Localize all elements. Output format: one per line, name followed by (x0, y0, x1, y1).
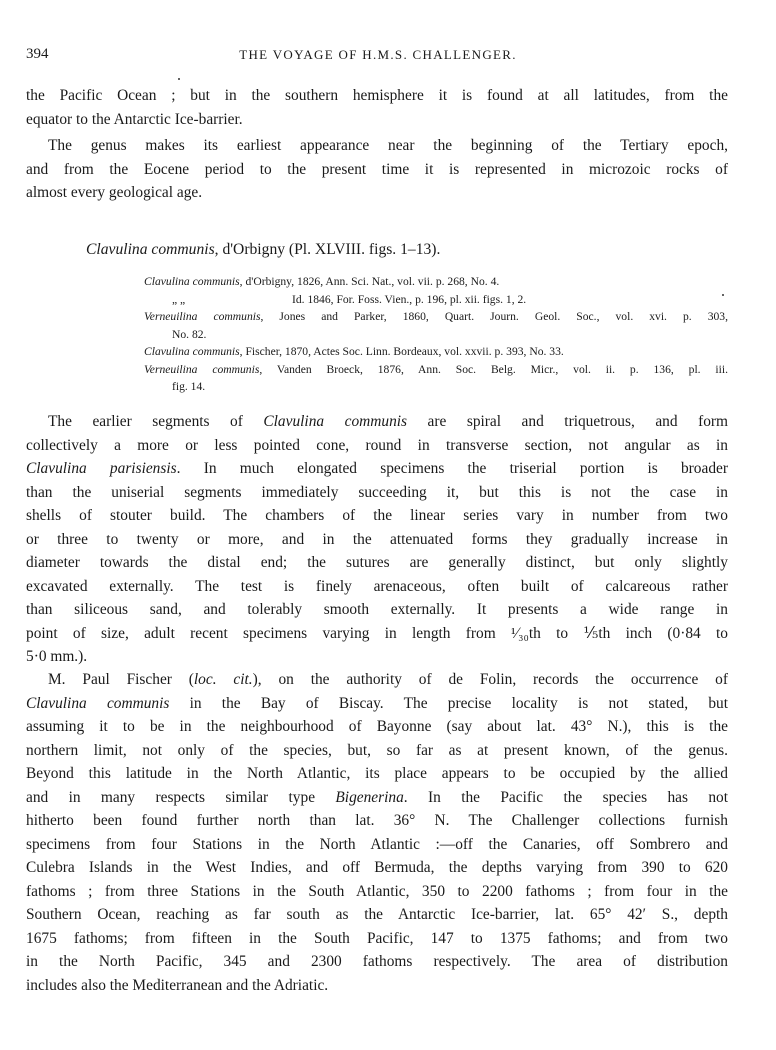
synonym-continuation: No. 82. (172, 327, 207, 341)
text-line: The earlier segments of Clavulina communis are spiral and triquetrous, and form (48, 413, 728, 430)
text-line: shells of stouter build. The chambers of the linear series vary in number from two (26, 507, 728, 524)
text-line: than the uniserial segments immediately succeeding it, but this is not the case in (26, 483, 728, 501)
synonym-entry (144, 343, 728, 361)
text-line: collectively a more or less pointed cone, round in transverse section, not angular as in (26, 436, 728, 454)
species-authority: , d'Orbigny (Pl. XLVIII. figs. 1–13). (214, 241, 441, 258)
synonym-entry (144, 361, 728, 379)
ditto-marks: „ „ (172, 292, 186, 306)
text-line: fathoms ; from three Stations in the South Atlantic, 350 to 2200 fathoms ; from four in the (26, 882, 728, 900)
page-header (26, 46, 730, 68)
text-line: and in many respects similar type Bigenerina. In the Pacific the species has not (26, 788, 728, 806)
text-line: the Pacific Ocean ; but in the southern hemisphere it is found at all latitudes, from the (26, 87, 728, 104)
text-line: and from the Eocene period to the present time it is represented in microzoic rocks of (26, 160, 728, 178)
text-line: in the North Pacific, 345 and 2300 fathoms respectively. The area of distribution (26, 953, 728, 970)
print-speck (178, 78, 180, 80)
text-line: M. Paul Fischer (loc. cit.), on the authority of de Folin, records the occurrence of (48, 671, 728, 688)
text-line: Southern Ocean, reaching as far south as the Antarctic Ice-barrier, lat. 65° 42′ S., depth (26, 906, 728, 923)
synonym-text: , Jones and Parker, 1860, Quart. Journ. Geol. Soc., vol. xvi. p. 303, (260, 310, 728, 323)
text-line: The genus makes its earliest appearance near the beginning of the Tertiary epoch, (48, 137, 728, 154)
intro-paragraph-1 (26, 84, 728, 131)
synonym-name: Verneuilina communis (144, 310, 261, 323)
page-number: 394 (26, 46, 49, 62)
text-line: 1675 fathoms; from fifteen in the South Pacific, 147 to 1375 fathoms; and from two (26, 929, 728, 947)
text-line: includes also the Mediterranean and the Adriatic. (26, 976, 329, 994)
text-line: Beyond this latitude in the North Atlantic, its place appears to be occupied by the allied (26, 765, 728, 782)
synonymy-list (144, 273, 728, 396)
text-line: point of size, adult recent specimens varying in length from ¹⁄₃₀th to ⅕th inch (0·84 to (26, 624, 728, 642)
text-line: or three to twenty or more, and in the attenuated forms they gradually increase in (26, 530, 728, 548)
synonym-entry (144, 291, 728, 309)
text-line: excavated externally. The test is finely arenaceous, often built of calcareous rather (26, 577, 728, 595)
text-line: equator to the Antarctic Ice-barrier. (26, 110, 243, 128)
synonym-entry (144, 273, 728, 291)
text-line: Clavulina parisiensis. In much elongated specimens the triserial portion is broader (26, 460, 728, 477)
synonym-entry (144, 308, 728, 326)
text-line: diameter towards the distal end; the sutures are generally distinct, but only slightly (26, 554, 728, 571)
text-line: assuming it to be in the neighbourhood of Bayonne (say about lat. 43° N.), this is the (26, 718, 728, 735)
text-line: Culebra Islands in the West Indies, and off Bermuda, the depths varying from 390 to 620 (26, 859, 728, 876)
synonym-name: Clavulina communis (144, 275, 240, 288)
text-line: northern limit, not only of the species, but, so far as at present known, of the genus. (26, 741, 728, 759)
distribution-paragraph (26, 668, 728, 997)
text-line: almost every geological age. (26, 184, 203, 201)
running-title: THE VOYAGE OF H.M.S. CHALLENGER. (239, 47, 517, 62)
synonym-text: Id. 1846, For. Foss. Vien., p. 196, pl. xii. figs. 1, 2. (292, 292, 527, 306)
synonym-text: , d'Orbigny, 1826, Ann. Sci. Nat., vol. vii. p. 268, No. 4. (239, 275, 500, 288)
synonym-text: , Fischer, 1870, Actes Soc. Linn. Bordeaux, vol. xxvii. p. 393, No. 33. (239, 345, 564, 358)
description-paragraph (26, 410, 728, 669)
species-name: Clavulina communis (86, 241, 215, 258)
synonym-name: Verneuilina communis (144, 362, 260, 376)
text-line: Clavulina communis in the Bay of Biscay. The precise locality is not stated, but (26, 694, 728, 712)
synonym-name: Clavulina communis (144, 345, 240, 358)
text-line: 5·0 mm.). (26, 648, 88, 665)
species-heading (86, 238, 726, 262)
text-line: specimens from four Stations in the North Atlantic :—off the Canaries, off Sombrero and (26, 835, 728, 853)
synonym-continuation: fig. 14. (172, 380, 206, 393)
synonym-text: , Vanden Broeck, 1876, Ann. Soc. Belg. Micr., vol. ii. p. 136, pl. iii. (259, 362, 728, 376)
text-line: than siliceous sand, and tolerably smooth externally. It presents a wide range in (26, 601, 728, 618)
intro-paragraph-2 (26, 134, 728, 205)
text-line: hitherto been found further north than lat. 36° N. The Challenger collections furnish (26, 812, 728, 829)
